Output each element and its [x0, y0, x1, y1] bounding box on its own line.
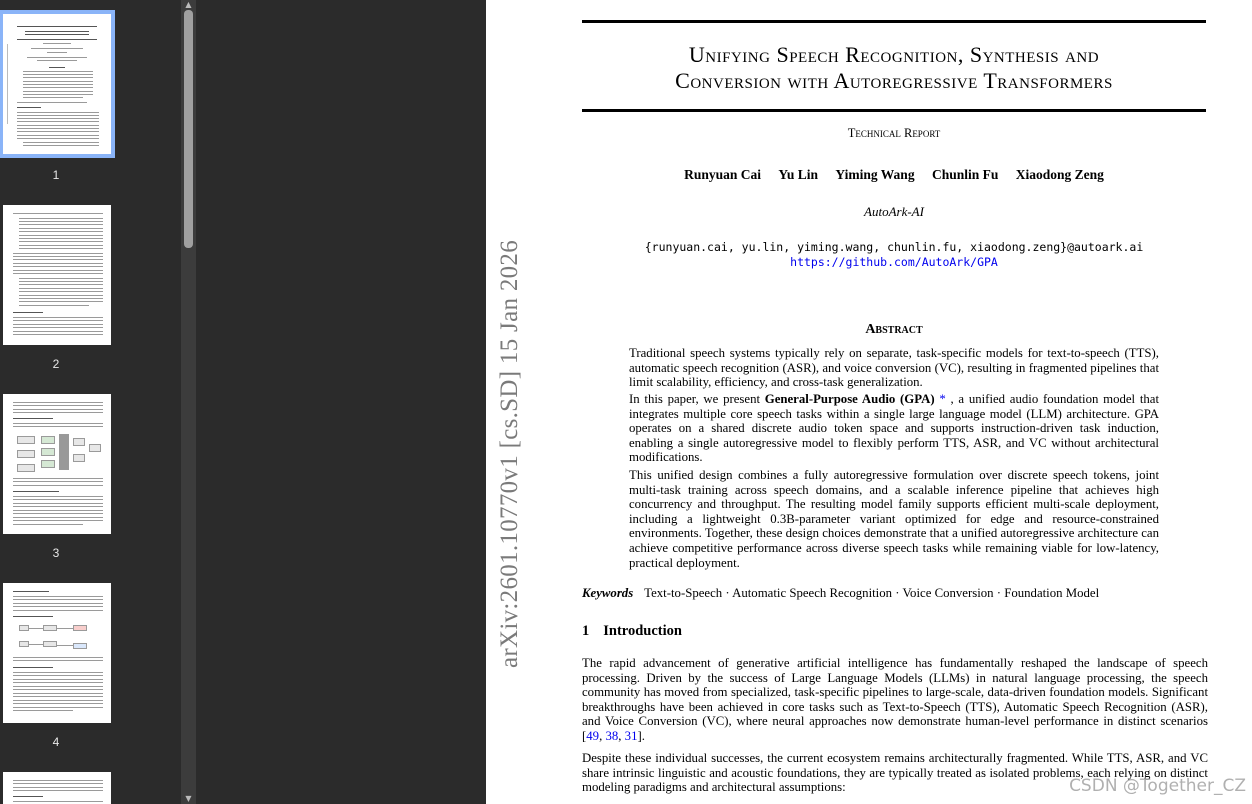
thumbnail-page-number: 3 [52, 546, 60, 560]
abstract-paragraph-1: Traditional speech systems typically rely on separate, task-specific models for text-to-speech (TTS), automatic speech recognition (ASR), and voice conversion (VC), resulting in fragmented pipelines that limit scalability, efficiency, and cross-task generalization. [629, 346, 1159, 390]
report-type: Technical Report [847, 126, 941, 140]
paper-title-line-1: Unifying Speech Recognition, Synthesis and [688, 42, 1100, 67]
keywords [582, 586, 1206, 601]
paper-title [582, 42, 1206, 94]
thumbnail-page-number: 4 [52, 735, 60, 749]
abstract-paragraph-2 [629, 392, 1159, 465]
affiliation: AutoArk-AI [864, 204, 924, 219]
citation-link[interactable]: 31 [624, 728, 638, 743]
title-top-rule [582, 20, 1206, 23]
section-heading-introduction [582, 623, 696, 640]
thumbnail-page-4[interactable] [3, 583, 111, 723]
keywords-list: Text-to-Speech · Automatic Speech Recognition · Voice Conversion · Foundation Model [644, 586, 1100, 600]
pdf-page [486, 0, 1252, 804]
arxiv-stamp: arXiv:2601.10770v1 [cs.SD] 15 Jan 2026 [496, 239, 523, 668]
intro-paragraph-1: The rapid advancement of generative artificial intelligence has fundamentally reshaped the landscape of speech processing. Driven by the success of Large Language Models (LLMs) in natural language processing, the speech community has moved from specialized, task-specific pipelines to large-scale, data-driven foundation models. Significant breakthroughs have been achieved in core tasks such as Text-to-Speech (TTS), Automatic Speech Recognition (ASR), and Voice Conversion (VC), where neural approaches now demonstrate human-level performance in distinct scenarios [49, 38, 31]. [582, 656, 1208, 743]
document-viewer[interactable] [196, 0, 1252, 804]
thumbnail-sidebar [0, 0, 181, 804]
author-list [582, 167, 1206, 183]
citation-link[interactable]: 49 [586, 728, 600, 743]
thumbnail-page-2[interactable] [3, 205, 111, 345]
abstract-p2-lead: In this paper, we present [629, 392, 765, 406]
scrollbar-thumb[interactable] [184, 10, 193, 248]
abstract-p2-body: , a unified audio foundation model that integrates multiple core speech tasks within a single large language model (LLM) architecture. GPA operates on a shared discrete audio token space and supports instruction-driven task induction, enabling a single autoregressive model to flexibly perform TTS, ASR, and VC without architectural modifications. [629, 392, 1160, 465]
section-number: 1 [582, 623, 590, 639]
citation-link[interactable]: 38 [605, 728, 619, 743]
model-name: General-Purpose Audio (GPA) [764, 392, 935, 406]
thumbnail-page-3[interactable] [3, 394, 111, 534]
watermark: CSDN @Together_CZ [1069, 776, 1246, 796]
cite-bracket-open: [ [582, 728, 587, 743]
scroll-up-arrow-icon[interactable]: ▲ [185, 0, 192, 9]
author-emails: {runyuan.cai, yu.lin, yiming.wang, chunlin.fu, xiaodong.zeng}@autoark.ai [644, 240, 1144, 254]
author-name: Yu Lin [778, 167, 819, 182]
author-contact [582, 240, 1206, 270]
thumbnail-page-5[interactable] [3, 772, 111, 804]
keywords-label: Keywords [582, 586, 634, 600]
thumbnail-page-number: 2 [52, 357, 60, 371]
footnote-link[interactable]: * [939, 392, 946, 406]
sidebar-scrollbar[interactable] [181, 0, 196, 804]
intro-paragraph-2: Despite these individual successes, the current ecosystem remains architecturally fragmented. While TTS, ASR, and VC share intrinsic linguistic and acoustic foundations, they are typically treated as isolated problems, each relying on distinct modeling paradigms and architectural assumptions: [582, 751, 1208, 795]
cite-bracket-close: ]. [637, 728, 645, 743]
intro-p1-body: The rapid advancement of generative artificial intelligence has fundamentally reshaped the landscape of speech processing. Driven by the success of Large Language Models (LLMs) in natural language processing, the speech community has moved from specialized, task-specific pipelines to large-scale, data-driven foundation models. Significant breakthroughs have been achieved in core tasks such as Text-to-Speech (TTS), Automatic Speech Recognition (ASR), and Voice Conversion (VC), where neural approaches now demonstrate human-level performance in distinct scenarios [582, 656, 1208, 729]
title-bottom-rule [582, 109, 1206, 112]
scroll-down-arrow-icon[interactable]: ▼ [185, 794, 192, 803]
author-name: Runyuan Cai [684, 167, 762, 182]
author-name: Chunlin Fu [931, 167, 999, 182]
paper-title-line-2: Conversion with Autoregressive Transformers [675, 68, 1113, 93]
author-name: Xiaodong Zeng [1015, 167, 1104, 182]
section-title: Introduction [603, 623, 682, 639]
thumbnail-page-number: 1 [52, 168, 60, 182]
abstract-paragraph-3: This unified design combines a fully autoregressive formulation over discrete speech tokens, joint multi-task training across speech domains, and a scalable inference pipeline that achieves high concurrency and throughput. The resulting model family supports efficient multi-scale deployment, including a lightweight 0.3B-parameter variant optimized for edge and resource-constrained environments. Together, these design choices demonstrate that a unified autoregressive architecture can achieve competitive performance across diverse speech tasks while remaining viable for low-latency, practical deployment. [629, 468, 1159, 570]
repo-link[interactable]: https://github.com/AutoArk/GPA [790, 255, 998, 269]
thumbnail-page-1[interactable] [3, 14, 111, 154]
abstract-heading: Abstract [865, 322, 923, 337]
author-name: Yiming Wang [835, 167, 915, 182]
